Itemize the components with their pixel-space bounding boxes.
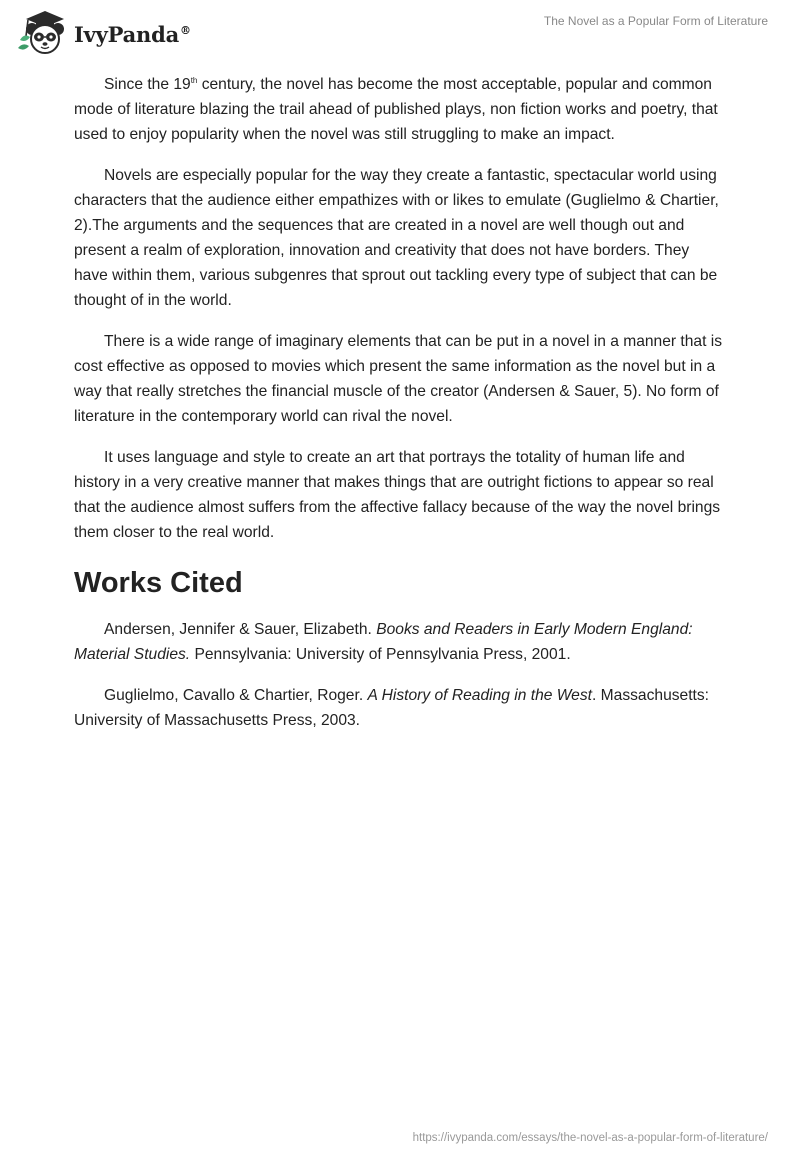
ivypanda-logo[interactable] (14, 8, 191, 56)
panda-graduate-logo-icon (14, 8, 72, 56)
body-paragraph: Novels are especially popular for the way they create a fantastic, spectacular world using characters that the audience either empathizes with or likes to emulate (Guglielmo & Chartier, 2).The arguments and the sequences that are created in a novel are well though out and present a realm of exploration, innovation and creativity that does not have borders. They have within them, various subgenres that sprout out tackling every type of subject that can be thought of in the world. (74, 167, 719, 309)
source-url-link[interactable]: https://ivypanda.com/essays/the-novel-as-a-popular-form-of-literature/ (412, 1132, 768, 1144)
body-paragraph: There is a wide range of imaginary elements that can be put in a novel in a manner that is cost effective as opposed to movies which present the same information as the novel but in a way that really stretches the financial muscle of the creator (Andersen & Sauer, 5). No form of literature in the contemporary world can rival the novel. (74, 333, 723, 425)
page-header (0, 0, 800, 60)
superscript-ordinal: th (190, 75, 198, 85)
citation-title: A History of Reading in the West (367, 687, 592, 704)
citation-title: Books and Readers in Early Modern England: Material Studies. (74, 621, 693, 663)
works-cited-heading: Works Cited (74, 567, 243, 599)
body-paragraph: It uses language and style to create an art that portrays the totality of human life and history in a very creative manner that makes things that are outright fictions to appear so real that the audience almost suffers from the affective fallacy because of the way the novel brings them closer to the real world. (74, 449, 721, 541)
citation-entry (74, 617, 724, 667)
citation-authors: Guglielmo, Cavallo & Chartier, Roger. (104, 687, 364, 704)
citation-publication: Pennsylvania: University of Pennsylvania Press, 2001. (194, 646, 571, 663)
body-paragraph: Since the 19th century, the novel has become the most acceptable, popular and common mode of literature blazing the trail ahead of published plays, non fiction works and poetry, that used to enjoy popularity when the novel was still struggling to make an impact. (74, 75, 718, 143)
citation-entry: Guglielmo, Cavallo & Chartier, Roger. A History of Reading in the West. Massachusetts: University of Massachusetts Press, 2003. (74, 687, 710, 729)
registered-mark: ® (180, 23, 191, 37)
document-title: The Novel as a Popular Form of Literature (543, 14, 768, 28)
citation-authors: Andersen, Jennifer & Sauer, Elizabeth. (104, 621, 372, 638)
essay-content (74, 72, 724, 749)
citation-publication: Massachusetts: University of Massachusetts Press, 2003. (74, 687, 710, 729)
brand-name: IvyPanda® (74, 21, 191, 47)
